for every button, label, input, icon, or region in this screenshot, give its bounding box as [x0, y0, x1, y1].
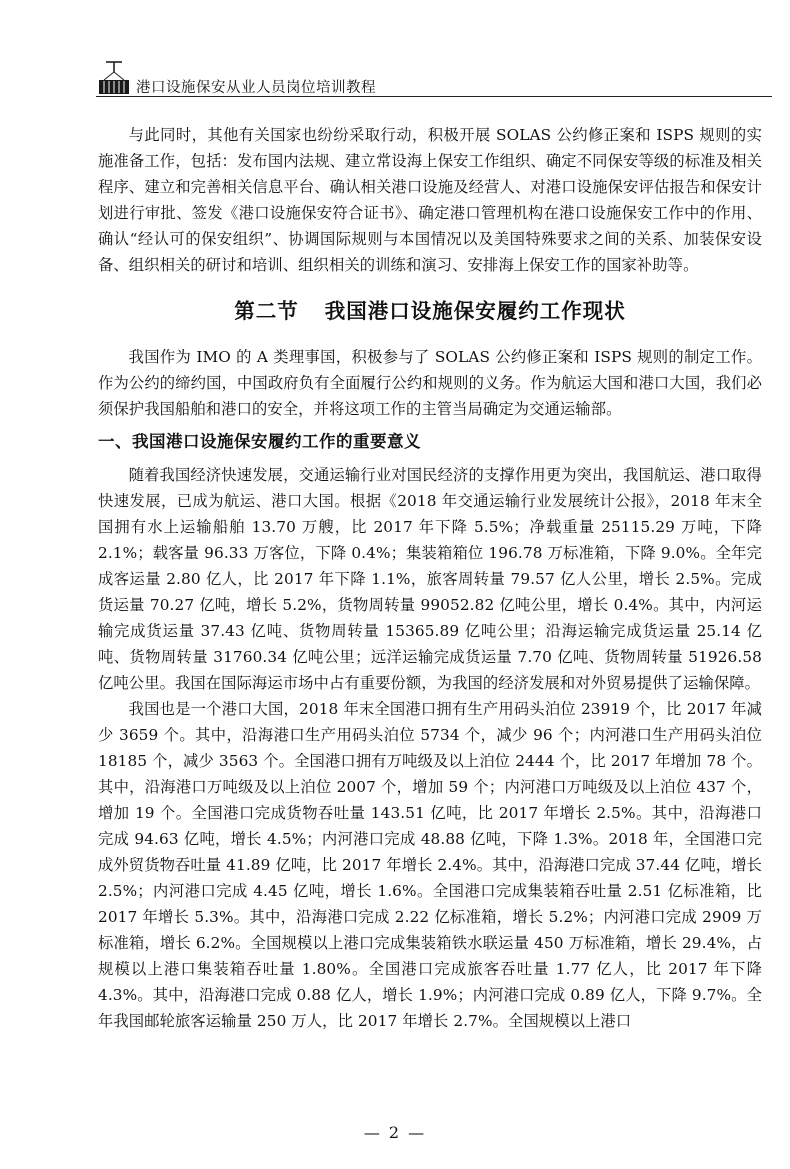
section-heading — [98, 296, 762, 326]
section-title: 我国港口设施保安履约工作现状 — [324, 299, 626, 323]
running-header — [96, 60, 776, 100]
page-body — [98, 122, 762, 1034]
subsection-heading: 一、我国港口设施保安履约工作的重要意义 — [98, 432, 421, 451]
book-title: 港口设施保安从业人员岗位培训教程 — [136, 80, 376, 96]
section-number: 第二节 — [234, 299, 299, 323]
section-intro-paragraph: 我国作为 IMO 的 A 类理事国，积极参与了 SOLAS 公约修正案和 ISPS 规则的制定工作。作为公约的缔约国，中国政府负有全面履行公约和规则的义务。作为航运大国和港口大国，我们必须保护我国船舶和港口的安全，并将这项工作的主管当局确定为交通运输部。 — [98, 348, 762, 418]
body-paragraph: 我国也是一个港口大国，2018 年末全国港口拥有生产用码头泊位 23919 个，比 2017 年减少 3659 个。其中，沿海港口生产用码头泊位 5734 个，减少 96 个；内河港口生产用码头泊位 18185 个，减少 3563 个。全国港口拥有万吨级及以上泊位 2444 个，比 2017 年增加 78 个。其中，沿海港口万吨级及以上泊位 2007 个，增加 59 个；内河港口万吨级及以上泊位 437 个，增加 19 个。全国港口完成货物吞吐量 143.51 亿吨，比 2017 年增长 2.5%。其中，沿海港口完成 94.63 亿吨，增长 4.5%；内河港口完成 48.88 亿吨，下降 1.3%。2018 年，全国港口完成外贸货物吞吐量 41.89 亿吨，比 2017 年增长 2.4%。其中，沿海港口完成 37.44 亿吨，增长 2.5%；内河港口完成 4.45 亿吨，增长 1.6%。全国港口完成集装箱吞吐量 2.51 亿标准箱，比 2017 年增长 5.3%。其中，沿海港口完成 2.22 亿标准箱，增长 5.2%；内河港口完成 2909 万标准箱，增长 6.2%。全国规模以上港口完成集装箱铁水联运量 450 万标准箱，增长 29.4%，占规模以上港口集装箱吞吐量 1.80%。全国港口完成旅客吞吐量 1.77 亿人，比 2017 年下降 4.3%。其中，沿海港口完成 0.88 亿人，增长 1.9%；内河港口完成 0.89 亿人，下降 9.7%。全年我国邮轮旅客运输量 250 万人，比 2017 年增长 2.7%。全国规模以上港口 — [98, 700, 762, 1030]
body-paragraph: 与此同时，其他有关国家也纷纷采取行动，积极开展 SOLAS 公约修正案和 ISPS 规则的实施准备工作，包括：发布国内法规、建立常设海上保安工作组织、确定不同保安等级的标准及相关程序、建立和完善相关信息平台、确认相关港口设施及经营人、对港口设施保安评估报告和保安计划进行审批、签发《港口设施保安符合证书》、确定港口管理机构在港口设施保安工作中的作用、确认“经认可的保安组织”、协调国际规则与本国情况以及美国特殊要求之间的关系、加装保安设备、组织相关的研讨和培训、组织相关的训练和演习、安排海上保安工作的国家补助等。 — [98, 126, 762, 274]
container-crane-icon — [96, 60, 132, 96]
page-number: — 2 — — [363, 1123, 427, 1142]
body-paragraph: 随着我国经济快速发展，交通运输行业对国民经济的支撑作用更为突出，我国航运、港口取得快速发展，已成为航运、港口大国。根据《2018 年交通运输行业发展统计公报》，2018 年末全国拥有水上运输船舶 13.70 万艘，比 2017 年下降 5.5%；净载重量 25115.29 万吨，下降 2.1%；载客量 96.33 万客位，下降 0.4%；集装箱箱位 196.78 万标准箱，下降 9.0%。全年完成客运量 2.80 亿人，比 2017 年下降 1.1%，旅客周转量 79.57 亿人公里，增长 2.5%。完成货运量 70.27 亿吨，增长 5.2%，货物周转量 99052.82 亿吨公里，增长 0.4%。其中，内河运输完成货运量 37.43 亿吨、货物周转量 15365.89 亿吨公里；沿海运输完成货运量 25.14 亿吨、货物周转量 31760.34 亿吨公里；远洋运输完成货运量 7.70 亿吨、货物周转量 51926.58亿吨公里。我国在国际海运市场中占有重要份额，为我国的经济发展和对外贸易提供了运输保障。 — [98, 466, 762, 692]
header-divider — [96, 96, 772, 97]
